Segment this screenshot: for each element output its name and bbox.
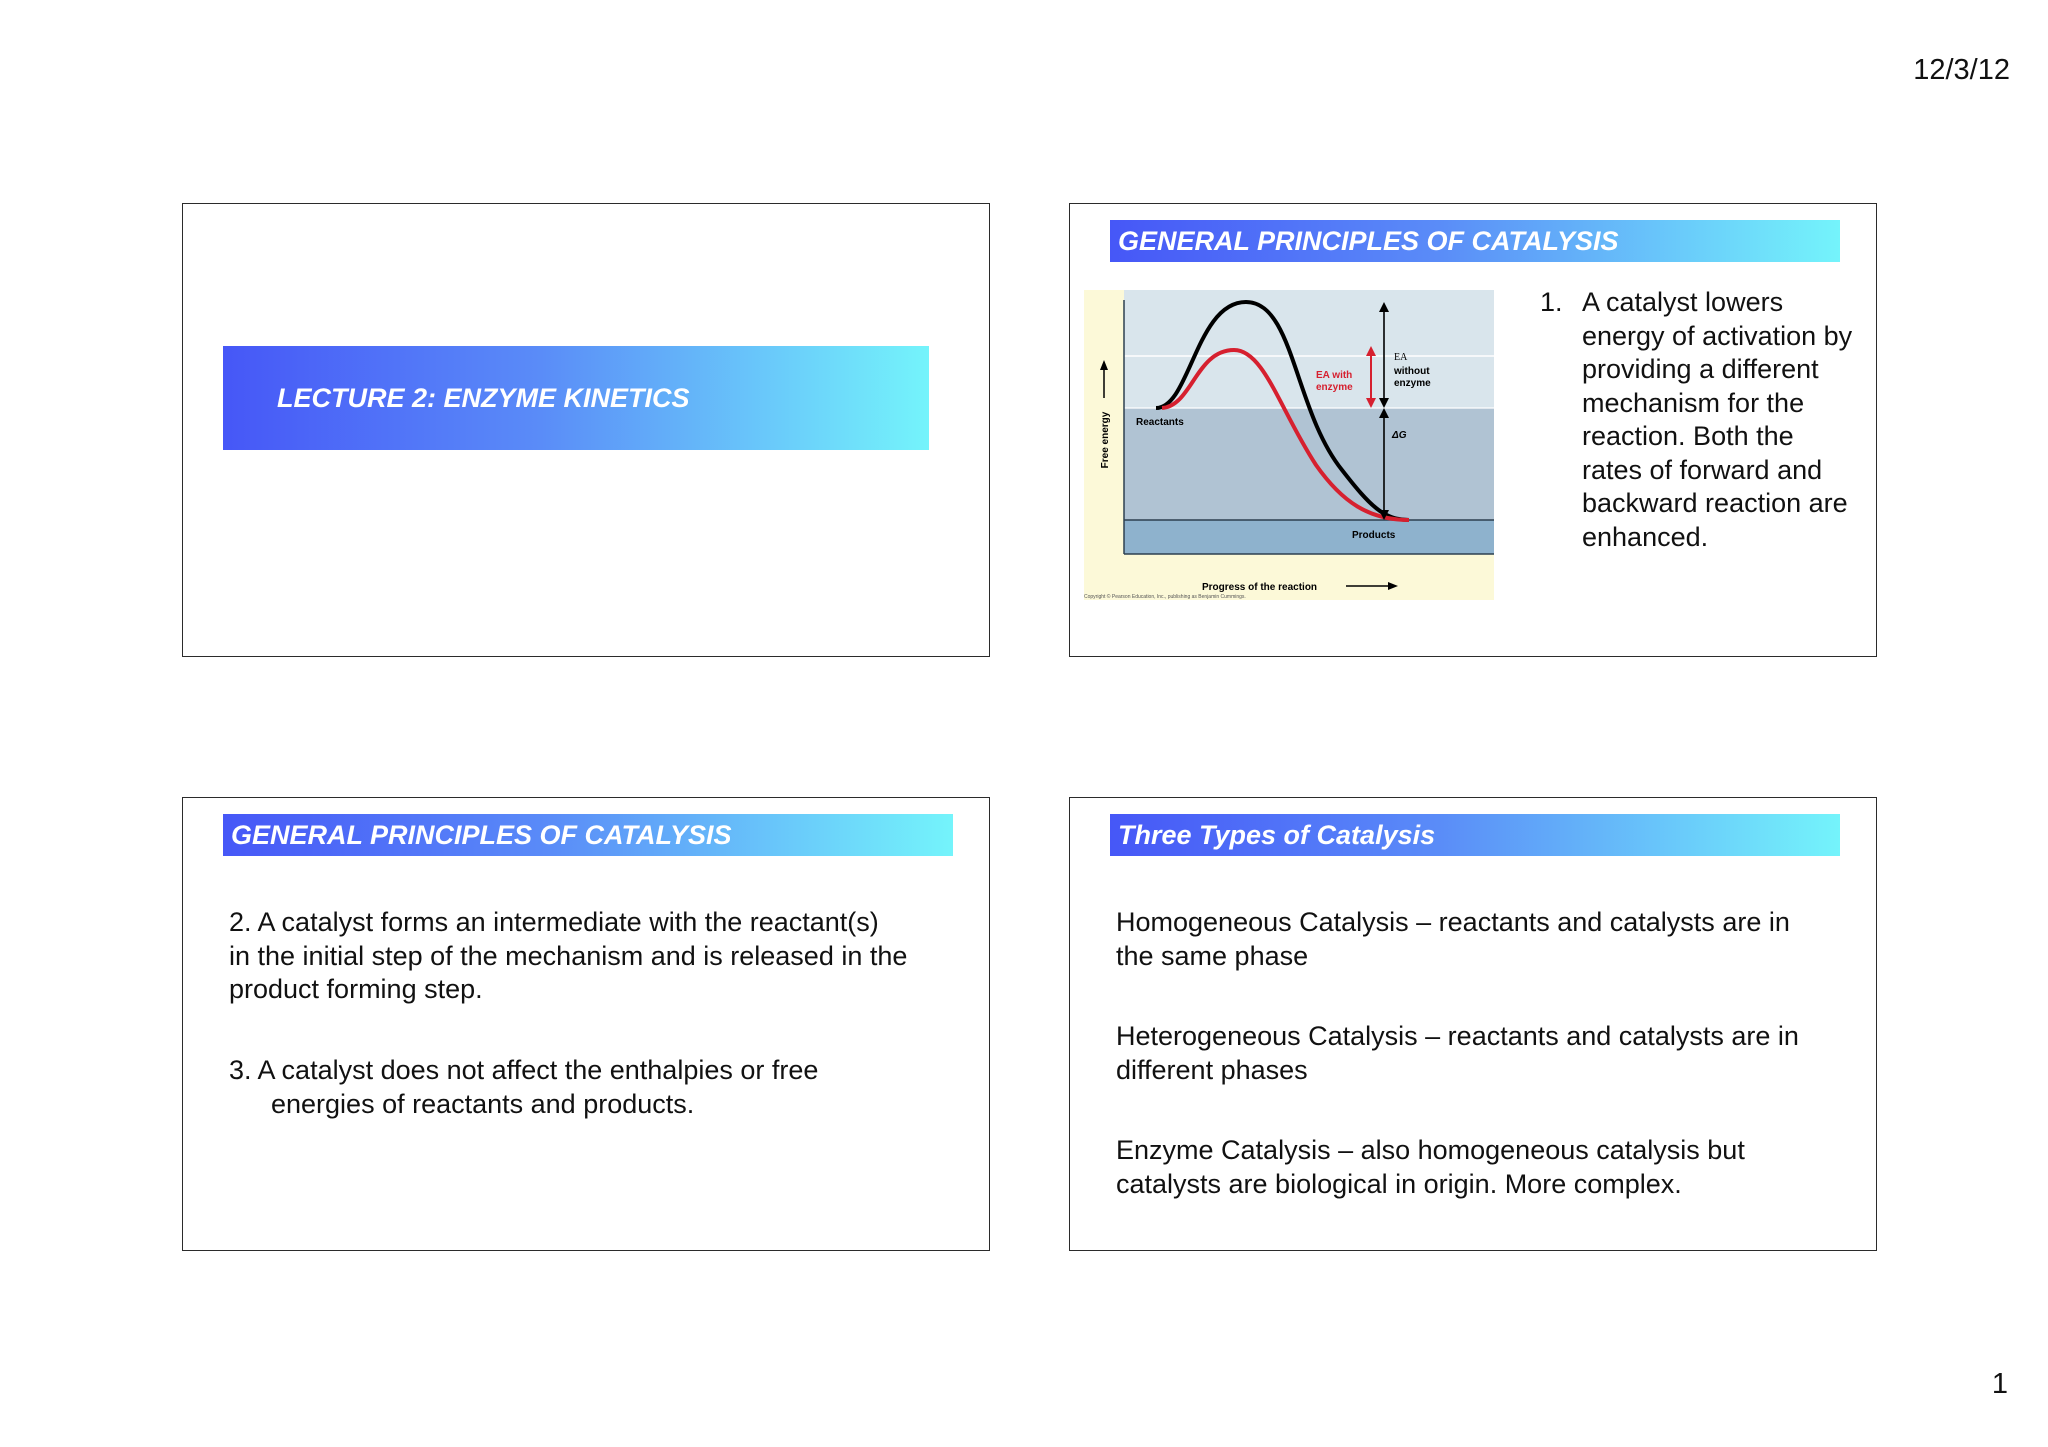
slide-lecture-title — [182, 203, 990, 657]
principle-list-item — [1540, 286, 1860, 554]
ea-with-label-2: enzyme — [1316, 382, 1353, 393]
reactants-label: Reactants — [1136, 417, 1184, 428]
ea-without-label-1: without — [1394, 366, 1430, 377]
products-label: Products — [1352, 530, 1396, 541]
ea-without-label-2: enzyme — [1394, 378, 1431, 389]
principle-2-text — [229, 906, 907, 1007]
y-axis-label: Free energy — [1100, 411, 1111, 469]
text-line: product forming step. — [229, 974, 483, 1004]
lower-band — [1124, 520, 1494, 554]
text-line: 2. A catalyst forms an intermediate with the reactant(s) — [229, 907, 879, 937]
slide-title: Three Types of Catalysis — [1110, 814, 1840, 856]
ea-with-label-1: EA with — [1316, 370, 1353, 381]
slide-title: GENERAL PRINCIPLES OF CATALYSIS — [1110, 220, 1840, 262]
ea-without-symbol: EA — [1394, 352, 1408, 363]
text-line: 3. A catalyst does not affect the enthalpies or free — [229, 1055, 819, 1085]
principle-3-text — [229, 1054, 818, 1121]
page-number: 1 — [1991, 1368, 2008, 1400]
x-axis-label: Progress of the reaction — [1202, 582, 1318, 593]
lecture-title: LECTURE 2: ENZYME KINETICS — [223, 346, 929, 450]
delta-g-label: ΔG — [1392, 430, 1407, 441]
energy-diagram — [1084, 290, 1494, 600]
slide-catalysis-principles-2-3 — [182, 797, 990, 1251]
homogeneous-catalysis-text — [1116, 906, 1790, 973]
slide-catalysis-principle-1 — [1069, 203, 1877, 657]
text-line: different phases — [1116, 1054, 1308, 1085]
text-line: Enzyme Catalysis – also homogeneous catalysis but — [1116, 1135, 1745, 1165]
slide-title: GENERAL PRINCIPLES OF CATALYSIS — [223, 814, 953, 856]
enzyme-catalysis-text — [1116, 1134, 1745, 1201]
copyright-note: Copyright © Pearson Education, Inc., publishing as Benjamin Cummings. — [1084, 594, 1246, 600]
slide-types-of-catalysis — [1069, 797, 1877, 1251]
text-line: energies of reactants and products. — [271, 1088, 695, 1119]
list-number: 1. — [1540, 287, 1563, 317]
list-text: A catalyst lowers energy of activation by providing a different mechanism for the reaction. Both the rates of forward and backward reaction are enhanced. — [1582, 287, 1853, 552]
text-line: the same phase — [1116, 940, 1309, 971]
text-line: catalysts are biological in origin. More complex. — [1116, 1168, 1682, 1199]
page-date: 12/3/12 — [1913, 54, 2010, 86]
text-line: in the initial step of the mechanism and is released in the — [229, 940, 908, 971]
heterogeneous-catalysis-text — [1116, 1020, 1799, 1087]
text-line: Heterogeneous Catalysis – reactants and catalysts are in — [1116, 1021, 1799, 1051]
text-line: Homogeneous Catalysis – reactants and catalysts are in — [1116, 907, 1790, 937]
